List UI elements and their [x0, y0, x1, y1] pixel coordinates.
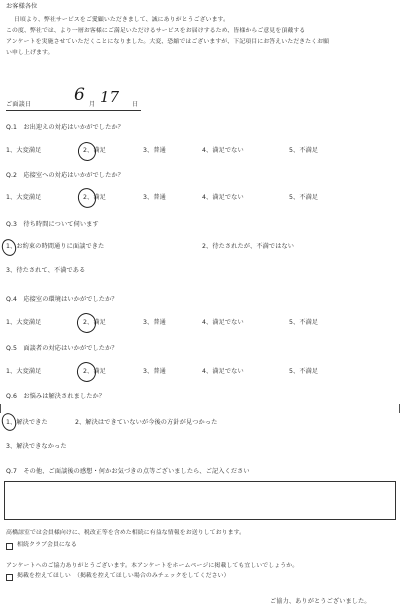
q4-selection-circle — [74, 311, 98, 336]
q4-option-1: 1、大変満足 — [6, 319, 42, 326]
q5-option-2: 2、満足 — [83, 368, 106, 375]
q1-option-3: 3、普通 — [143, 147, 166, 154]
q4-option-5: 5、不満足 — [289, 319, 319, 326]
question-1-title: Q.1 お出迎えの対応はいかがでしたか？ — [6, 124, 124, 131]
q6-option-2: 2、解決はできていないが今後の方針が見つかった — [75, 419, 218, 426]
question-4-title: Q.4 応接室の環境はいかがでしたか？ — [6, 296, 118, 303]
q5-option-4: 4、満足でない — [202, 368, 244, 375]
q1-option-1: 1、大変満足 — [6, 147, 42, 154]
club-text: 高橋諒室では会員様向けに、税改正等を含めた相続に有益な情報をお送りしております。 — [6, 530, 246, 536]
closing-text: ご協力、ありがとうございました。 — [270, 598, 371, 605]
date-day-unit: 日 — [132, 101, 139, 108]
q1-selection-circle — [76, 140, 99, 164]
q5-option-5: 5、不満足 — [289, 368, 319, 375]
date-label: ご面談日 — [6, 101, 32, 108]
q4-option-2: 2、満足 — [83, 319, 106, 326]
date-month-value: 6 — [74, 85, 85, 105]
club-checkbox-label: 相続クラブ会員になる — [17, 542, 77, 548]
q6-option-1: 1、解決できた — [6, 419, 48, 426]
intro-line-3: アンケートを実施させていただくことになりました。大変、恐縮ではございますが、下記項目にお答えいただきたくお願 — [6, 39, 330, 45]
scan-edge-mark — [0, 404, 1, 413]
scan-edge-mark-right — [399, 404, 400, 413]
date-month-unit: 月 — [89, 101, 96, 108]
q1-option-4: 4、満足でない — [202, 147, 244, 154]
publish-text: アンケートへのご協力ありがとうございます。本アンケートをホームページに掲載しても宜しいでしょうか。 — [6, 563, 299, 569]
intro-line-4: い申し上げます。 — [6, 50, 54, 56]
q2-option-4: 4、満足でない — [202, 194, 244, 201]
q5-option-1: 1、大変満足 — [6, 368, 42, 375]
question-7-title: Q.7 その他、ご面談後の感想・何かお気づきの点等ございましたら、ご記入ください — [6, 468, 250, 475]
question-5-title: Q.5 面談者の対応はいかがでしたか？ — [6, 345, 118, 352]
club-checkbox[interactable] — [6, 543, 13, 550]
question-6-title: Q.6 お悩みは解決されましたか？ — [6, 393, 106, 400]
q4-option-4: 4、満足でない — [202, 319, 244, 326]
q1-option-2: 2、満足 — [83, 147, 106, 154]
q1-option-5: 5、不満足 — [289, 147, 319, 154]
q2-option-5: 5、不満足 — [289, 194, 319, 201]
q4-option-3: 3、普通 — [143, 319, 166, 326]
publish-checkbox-label: 掲載を控えてほしい （掲載を控えてほしい場合のみチェックをしてください） — [17, 573, 230, 579]
comment-box[interactable] — [4, 481, 396, 520]
date-underline — [6, 110, 141, 111]
q2-option-2: 2、満足 — [83, 194, 106, 201]
question-2-title: Q.2 応接室への対応はいかがでしたか？ — [6, 172, 124, 179]
salutation: お客様各位 — [6, 3, 38, 10]
q2-option-1: 1、大変満足 — [6, 194, 42, 201]
q2-option-3: 3、普通 — [143, 194, 166, 201]
q3-option-1: 1、お約束の時間通りに面談できた — [6, 243, 105, 250]
q3-option-3: 3、待たされて、不満である — [6, 267, 86, 274]
publish-checkbox[interactable] — [6, 574, 13, 581]
q5-selection-circle — [74, 360, 98, 385]
q2-selection-circle — [75, 186, 98, 211]
q6-selection-circle — [0, 411, 18, 432]
question-3-title: Q.3 待ち時間について伺います — [6, 221, 99, 228]
intro-line-1: 日頃より、弊社サービスをご愛顧いただきまして、誠にありがとうございます。 — [14, 17, 230, 23]
date-day-value: 17 — [100, 88, 120, 106]
intro-line-2: この度、弊社では、より一層お客様にご満足いただけるサービスをお届けするため、皆様からご意見を頂戴する — [6, 28, 306, 34]
q5-option-3: 3、普通 — [143, 368, 166, 375]
q3-option-2: 2、待たされたが、不満ではない — [202, 243, 295, 250]
q6-option-3: 3、解決できなかった — [6, 443, 67, 450]
q3-selection-circle — [0, 237, 18, 257]
